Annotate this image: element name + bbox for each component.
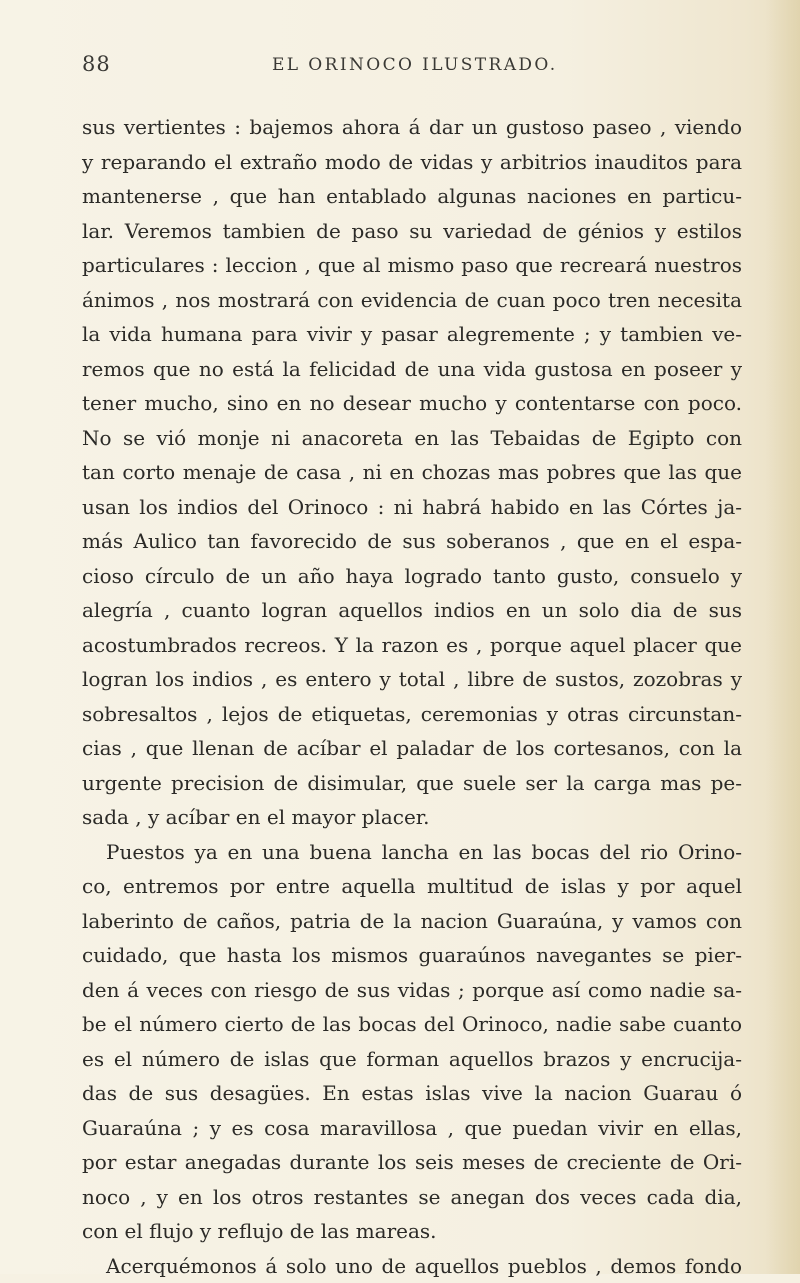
text-line: sobresaltos , lejos de etiquetas, ceremonias y otras circunstan- bbox=[82, 697, 742, 732]
text-line: co, entremos por entre aquella multitud de islas y por aquel bbox=[82, 869, 742, 904]
text-line: sus vertientes : bajemos ahora á dar un gustoso paseo , viendo bbox=[82, 110, 742, 145]
paragraph-end-line: con el flujo y reflujo de las mareas. bbox=[82, 1214, 742, 1249]
text-line: particulares : leccion , que al mismo paso que recreará nuestros bbox=[82, 248, 742, 283]
text-line: alegría , cuanto logran aquellos indios en un solo dia de sus bbox=[82, 593, 742, 628]
text-line: cuidado, que hasta los mismos guaraúnos navegantes se pier- bbox=[82, 938, 742, 973]
text-line: No se vió monje ni anacoreta en las Tebaidas de Egipto con bbox=[82, 421, 742, 456]
running-title: EL ORINOCO ILUSTRADO. bbox=[272, 55, 558, 75]
text-line: lar. Veremos tambien de paso su variedad de génios y estilos bbox=[82, 214, 742, 249]
text-line: y reparando el extraño modo de vidas y arbitrios inauditos para bbox=[82, 145, 742, 180]
text-line: laberinto de caños, patria de la nacion Guaraúna, y vamos con bbox=[82, 904, 742, 939]
text-line: remos que no está la felicidad de una vida gustosa en poseer y bbox=[82, 352, 742, 387]
text-line: más Aulico tan favorecido de sus soberanos , que en el espa- bbox=[82, 524, 742, 559]
page-number: 88 bbox=[82, 52, 111, 76]
text-line: Guaraúna ; y es cosa maravillosa , que puedan vivir en ellas, bbox=[82, 1111, 742, 1146]
page-edge-shadow bbox=[766, 0, 800, 1274]
paragraph-start-line: Puestos ya en una buena lancha en las bocas del rio Orino- bbox=[82, 835, 742, 870]
text-line: be el número cierto de las bocas del Orinoco, nadie sabe cuanto bbox=[82, 1007, 742, 1042]
text-line: mantenerse , que han entablado algunas naciones en particu- bbox=[82, 179, 742, 214]
text-line: por estar anegadas durante los seis meses de creciente de Ori- bbox=[82, 1145, 742, 1180]
text-line: cioso círculo de un año haya logrado tanto gusto, consuelo y bbox=[82, 559, 742, 594]
text-line: noco , y en los otros restantes se anegan dos veces cada dia, bbox=[82, 1180, 742, 1215]
body-text bbox=[82, 110, 742, 1283]
text-line: acostumbrados recreos. Y la razon es , porque aquel placer que bbox=[82, 628, 742, 663]
text-line: das de sus desagües. En estas islas vive la nacion Guarau ó bbox=[82, 1076, 742, 1111]
text-line: cias , que llenan de acíbar el paladar de los cortesanos, con la bbox=[82, 731, 742, 766]
text-line: logran los indios , es entero y total , libre de sustos, zozobras y bbox=[82, 662, 742, 697]
paragraph-start-line: Acerquémonos á solo uno de aquellos pueblos , demos fondo bbox=[82, 1249, 742, 1283]
page-header bbox=[82, 52, 742, 82]
text-line: tener mucho, sino en no desear mucho y contentarse con poco. bbox=[82, 386, 742, 421]
text-line: den á veces con riesgo de sus vidas ; porque así como nadie sa- bbox=[82, 973, 742, 1008]
text-line: tan corto menaje de casa , ni en chozas mas pobres que las que bbox=[82, 455, 742, 490]
text-line: la vida humana para vivir y pasar alegremente ; y tambien ve- bbox=[82, 317, 742, 352]
text-line: urgente precision de disimular, que suele ser la carga mas pe- bbox=[82, 766, 742, 801]
text-line: es el número de islas que forman aquellos brazos y encrucija- bbox=[82, 1042, 742, 1077]
text-line: usan los indios del Orinoco : ni habrá habido en las Córtes ja- bbox=[82, 490, 742, 525]
paragraph-end-line: sada , y acíbar en el mayor placer. bbox=[82, 800, 742, 835]
text-line: ánimos , nos mostrará con evidencia de cuan poco tren necesita bbox=[82, 283, 742, 318]
